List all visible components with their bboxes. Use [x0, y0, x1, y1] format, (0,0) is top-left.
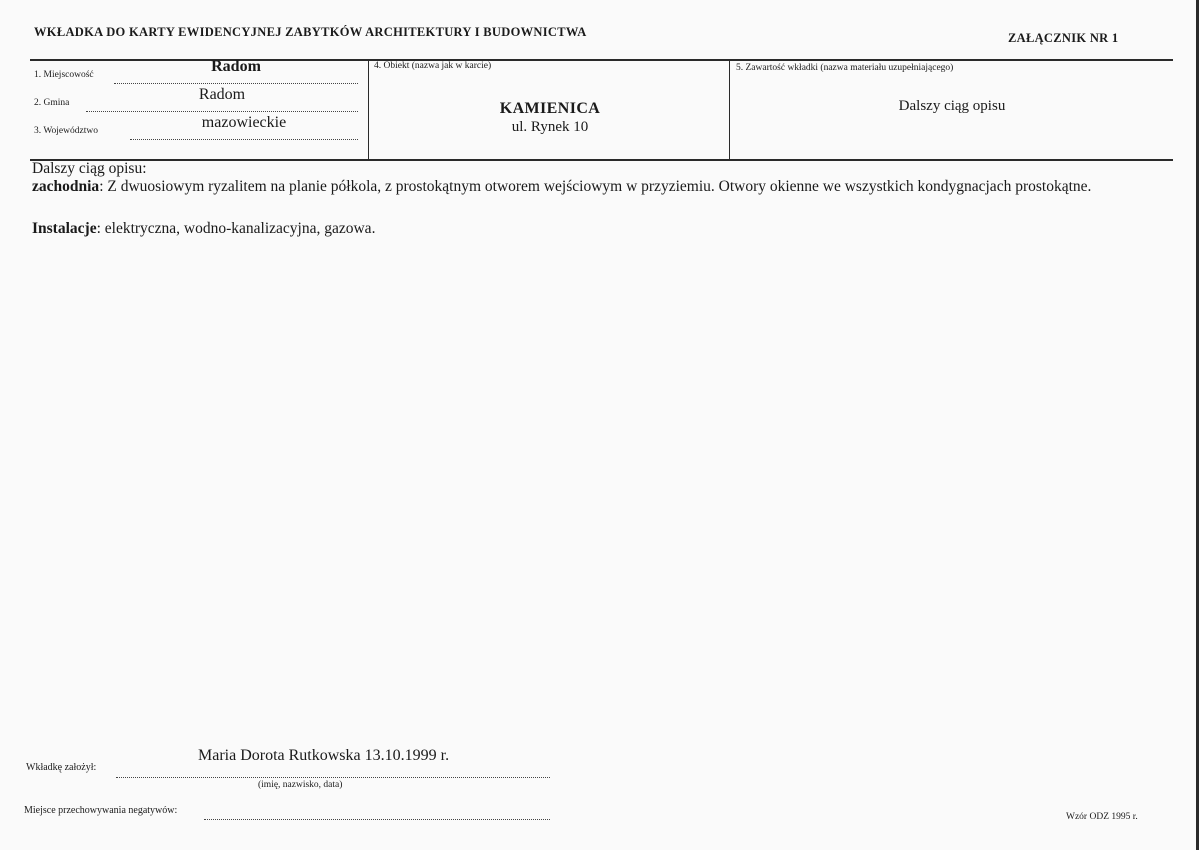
founder-label: Wkładkę założył:: [26, 762, 97, 773]
town-label: 1. Miejscowość: [34, 70, 94, 80]
description-installations: [32, 220, 1142, 238]
description-west: [32, 178, 1142, 196]
insert-content-value: Dalszy ciąg opisu: [898, 98, 1006, 114]
founder-value: Maria Dorota Rutkowska 13.10.1999 r.: [198, 747, 450, 764]
description-intro: Dalszy ciąg opisu:: [32, 160, 147, 177]
west-text: : Z dwuosiowym ryzalitem na planie półkola, z prostokątnym otworem wejściowym w przyziemiu. Otwory okienne we wszystkich kondygnacjach prostokątne.: [99, 178, 1092, 195]
annex-number: ZAŁĄCZNIK NR 1: [1008, 31, 1119, 45]
object-label: 4. Obiekt (nazwa jak w karcie): [374, 61, 492, 71]
pattern-note: Wzór ODZ 1995 r.: [1066, 812, 1138, 822]
town-value: Radom: [211, 58, 261, 75]
object-address: ul. Rynek 10: [511, 119, 589, 135]
founder-hint: (imię, nazwisko, data): [258, 780, 343, 790]
founder-dotline: [116, 777, 550, 778]
object-name: KAMIENICA: [499, 100, 601, 117]
commune-dotline: [86, 111, 358, 112]
insert-content-label: 5. Zawartość wkładki (nazwa materiału uzupełniającego): [736, 63, 954, 73]
town-dotline: [114, 83, 358, 84]
commune-value: Radom: [198, 86, 246, 103]
negatives-dotline: [204, 819, 550, 820]
form-title: WKŁADKA DO KARTY EWIDENCYJNEJ ZABYTKÓW ARCHITEKTURY I BUDOWNICTWA: [34, 25, 587, 39]
installations-text: : elektryczna, wodno-kanalizacyjna, gazowa.: [96, 220, 376, 237]
negatives-label: Miejsce przechowywania negatywów:: [24, 805, 178, 816]
voivodeship-value: mazowieckie: [201, 114, 287, 131]
commune-label: 2. Gmina: [34, 98, 70, 108]
voivodeship-label: 3. Województwo: [34, 126, 98, 136]
voivodeship-dotline: [130, 139, 358, 140]
description-body: [32, 160, 1142, 238]
west-term: zachodnia: [32, 178, 100, 195]
divider-1: [368, 60, 369, 160]
installations-term: Instalacje: [32, 220, 97, 237]
